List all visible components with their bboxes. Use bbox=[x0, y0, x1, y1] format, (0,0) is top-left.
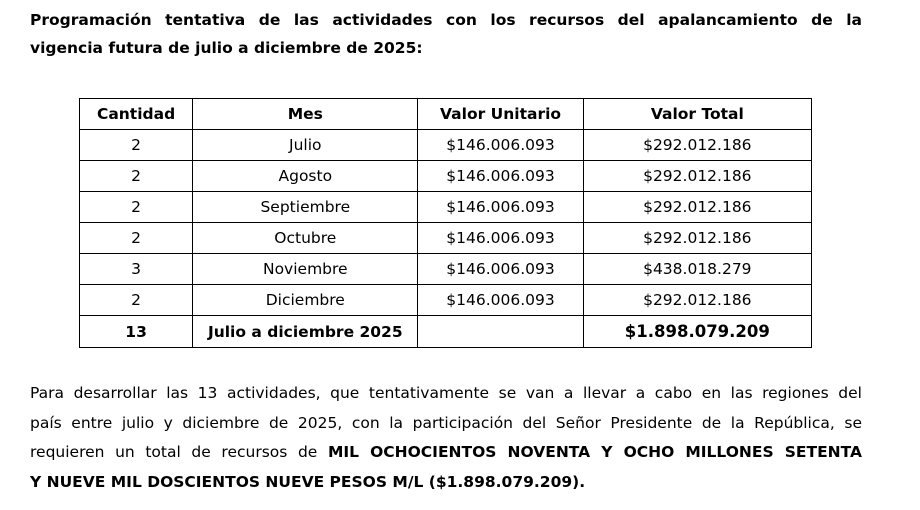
table-row bbox=[80, 161, 812, 192]
cell-valor-total: $292.012.186 bbox=[583, 285, 811, 316]
table-row bbox=[80, 130, 812, 161]
total-valor-unitario bbox=[418, 316, 583, 348]
activities-schedule-table bbox=[79, 98, 812, 348]
paragraph-line-1: Para desarrollar las 13 actividades, que tentativamente se van a llevar a cabo en las regiones del bbox=[30, 384, 862, 402]
cell-valor-unitario: $146.006.093 bbox=[418, 254, 583, 285]
paragraph-line-3 bbox=[30, 438, 862, 468]
cell-cantidad: 3 bbox=[80, 254, 193, 285]
section-heading bbox=[30, 6, 862, 62]
total-valor-total: $1.898.079.209 bbox=[583, 316, 811, 348]
cell-mes: Diciembre bbox=[193, 285, 418, 316]
cell-mes: Agosto bbox=[193, 161, 418, 192]
cell-valor-total: $292.012.186 bbox=[583, 223, 811, 254]
cell-valor-unitario: $146.006.093 bbox=[418, 192, 583, 223]
cell-cantidad: 2 bbox=[80, 285, 193, 316]
table-row bbox=[80, 223, 812, 254]
cell-mes: Noviembre bbox=[193, 254, 418, 285]
amount-in-words-part-1: MIL OCHOCIENTOS NOVENTA Y OCHO MILLONES SETENTA bbox=[327, 443, 862, 461]
cell-valor-unitario: $146.006.093 bbox=[418, 130, 583, 161]
table-row bbox=[80, 254, 812, 285]
cell-valor-total: $438.018.279 bbox=[583, 254, 811, 285]
cell-mes: Julio bbox=[193, 130, 418, 161]
cell-cantidad: 2 bbox=[80, 130, 193, 161]
cell-cantidad: 2 bbox=[80, 192, 193, 223]
total-cantidad: 13 bbox=[80, 316, 193, 348]
paragraph-line-4 bbox=[30, 468, 862, 498]
cell-mes: Septiembre bbox=[193, 192, 418, 223]
table-header-row bbox=[80, 99, 812, 130]
cell-mes: Octubre bbox=[193, 223, 418, 254]
cell-valor-unitario: $146.006.093 bbox=[418, 161, 583, 192]
cell-valor-unitario: $146.006.093 bbox=[418, 285, 583, 316]
header-valor-total: Valor Total bbox=[583, 99, 811, 130]
cell-valor-total: $292.012.186 bbox=[583, 192, 811, 223]
table-row bbox=[80, 192, 812, 223]
heading-line-2: vigencia futura de julio a diciembre de 2025: bbox=[30, 39, 423, 57]
cell-cantidad: 2 bbox=[80, 161, 193, 192]
cell-valor-total: $292.012.186 bbox=[583, 130, 811, 161]
summary-paragraph bbox=[30, 379, 862, 497]
paragraph-line-3-text: requieren un total de recursos de bbox=[30, 443, 328, 461]
table-row bbox=[80, 285, 812, 316]
header-cantidad: Cantidad bbox=[80, 99, 193, 130]
cell-cantidad: 2 bbox=[80, 223, 193, 254]
cell-valor-total: $292.012.186 bbox=[583, 161, 811, 192]
total-mes: Julio a diciembre 2025 bbox=[193, 316, 418, 348]
table-total-row bbox=[80, 316, 812, 348]
paragraph-line-2: país entre julio y diciembre de 2025, con la participación del Señor Presidente de la República, se bbox=[30, 413, 862, 432]
header-valor-unitario: Valor Unitario bbox=[418, 99, 583, 130]
header-mes: Mes bbox=[193, 99, 418, 130]
cell-valor-unitario: $146.006.093 bbox=[418, 223, 583, 254]
amount-in-words-part-2: Y NUEVE MIL DOSCIENTOS NUEVE PESOS M/L ($1.898.079.209). bbox=[30, 472, 586, 491]
heading-line-1: Programación tentativa de las actividades con los recursos del apalancamiento de la bbox=[30, 11, 862, 29]
